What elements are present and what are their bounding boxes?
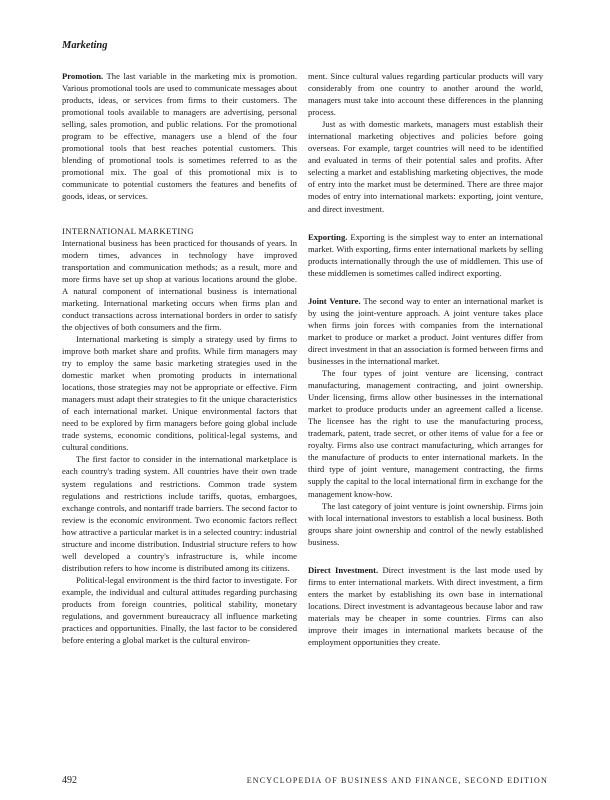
direct-investment-text: Direct investment is the last mode used by firms to enter international markets. With direct investment, a firm enters the market by establishing its own base in international locations. Direct investment is advantageous because labor and raw materials may be cheaper in some countries. Firms can also improve their images in international markets because of the employment opportunities they create. [308,564,543,648]
exporting-term: Exporting. [308,231,348,242]
direct-investment-term: Direct Investment. [308,564,379,575]
body-paragraph: International business has been practiced for thousands of years. In modern times, advances in technology have improved transportation and communication methods; as a result, more and more firms have set up shop at various locations around the globe. A natural component of international business is international marketing. International marketing occurs when firms plan and conduct transactions across international borders in order to satisfy the objectives of both consumers and the firm. [62,237,297,332]
promotion-paragraph [62,70,297,203]
promotion-term: Promotion. [62,71,104,81]
joint-venture-term: Joint Venture. [308,295,361,306]
body-paragraph: The four types of joint venture are licensing, contract manufacturing, management contracting, and joint ownership. Under licensing, firms allow other businesses in the international market to produce products under an agreement called a license. The licensee has the right to use the manufacturing process, trademark, patent, trade secret, or other items of value for a fee or royalty. Firms also use contract manufacturing, which arranges for the manufacture of products to enter international markets. In the third type of joint venture, management contracting, the firms supply the capital to the local international firm in exchange for the management know-how. [308,368,543,499]
body-paragraph: ment. Since cultural values regarding particular products will vary considerably from one country to another around the world, managers must take into account these differences in the planning process. [308,71,543,118]
body-paragraph: International marketing is simply a strategy used by firms to improve both market share and profits. While firm managers may try to employ the same basic marketing strategies used in the domestic market when promoting products in international locations, those strategies may not be appropriate or effective. Firm managers must adapt their strategies to fit the unique characteristics of each international market. Unique environmental factors that need to be explored by firm managers before going global include trade systems, economic conditions, political-legal systems, and cultural conditions. [62,333,297,453]
right-column [308,70,543,648]
exporting-paragraph [308,231,543,279]
publication-title: ENCYCLOPEDIA OF BUSINESS AND FINANCE, SECOND EDITION [246,776,548,785]
body-paragraph: Political-legal environment is the third factor to investigate. For example, the individual and cultural attitudes regarding purchasing products from foreign countries, political stability, monetary regulations, and government bureaucracy all influence marketing practices and opportunities. Finally, the last factor to be considered before entering a global market is the cultural environ- [62,574,297,646]
joint-venture-text: The second way to enter an international market is by using the joint-venture approach. A joint venture takes place when firms join forces with companies from the international market to produce or market a product. Joint ventures differ from direct investment in that an association is formed between firms and businesses in the international market. [308,295,544,366]
direct-investment-paragraph [308,564,543,648]
running-head: Marketing [62,40,108,51]
section-heading: INTERNATIONAL MARKETING [62,225,194,236]
left-column [62,70,297,646]
page-number: 492 [62,775,77,786]
promotion-text: The last variable in the marketing mix is promotion. Various promotional tools are used to communicate messages about products, ideas, or services from firms to their customers. The promotional tools available to managers are advertising, personal selling, sales promotion, and public relations. For the promotional program to be effective, managers use a blend of the four promotional tools that best reaches potential customers. This blending of promotional tools is sometimes referred to as the promotional mix. The goal of this promotional mix is to communicate to potential customers the features and benefits of goods, ideas, or services. [62,71,297,202]
body-paragraph: The first factor to consider in the international marketplace is each country's trading system. All countries have their own trade system regulations and restrictions. Common trade system regulations and restrictions include tariffs, quotas, embargoes, exchange controls, and nontariff trade barriers. The second factor to review is the economic environment. Two economic factors reflect how attractive a particular market is in a selected country: industrial structure and income distribution. Industrial structure refers to how well developed a country's infrastructure is, while income distribution refers to how income is distributed among its citizens. [62,454,297,573]
body-paragraph: The last category of joint venture is joint ownership. Firms join with local international investors to establish a local business. Both groups share joint ownership and control of the newly established business. [308,500,543,547]
joint-venture-paragraph [308,295,543,367]
exporting-text: Exporting is the simplest way to enter an international market. With exporting, firms enter international markets by selling products internationally through the use of middlemen. This use of these middlemen is sometimes called indirect exporting. [308,231,543,278]
body-paragraph: Just as with domestic markets, managers must establish their international marketing objectives and policies before going overseas. For example, target countries will need to be identified and evaluated in terms of their potential sales and profits. After selecting a market and establishing marketing objectives, the mode of entry into the market must be determined. There are three major modes of entry into international markets: exporting, joint venture, and direct investment. [308,119,543,214]
